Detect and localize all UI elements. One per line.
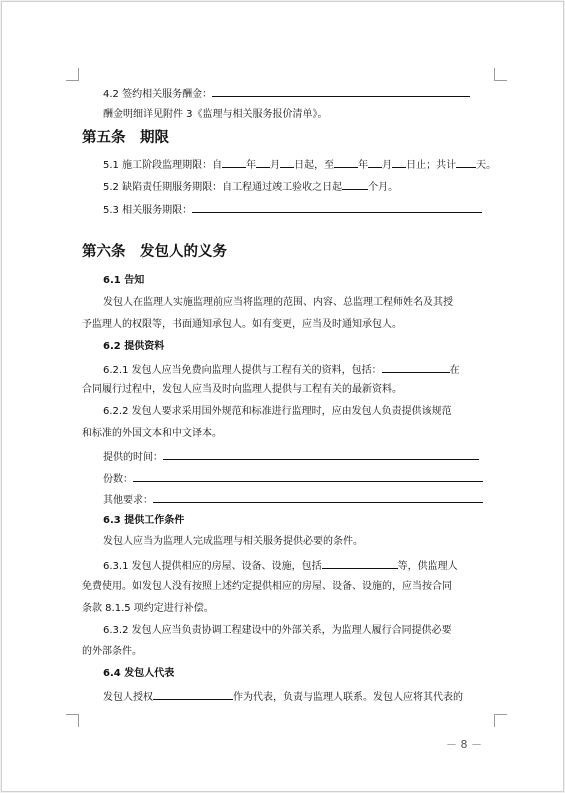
page-number: － 8 － xyxy=(446,738,482,751)
para-6-2-1-line1: 6.2.1 发包人应当免费向监理人提供与工程有关的资料，包括： 在 xyxy=(103,362,460,378)
clause-4-2-line: 4.2 签约相关服务酬金： xyxy=(103,86,470,102)
clause-4-2-note: 酬金明细详见附件 3《监理与相关服务报价清单》。 xyxy=(103,109,328,120)
para-6-3-1-line3: 条款 8.1.5 项约定进行补偿。 xyxy=(82,603,214,614)
para-6-1-line1: 发包人在监理人实施监理前应当将监理的范围、内容、总监理工程师姓名及其授 xyxy=(103,297,453,308)
other-requirements-line: 其他要求： xyxy=(103,492,483,508)
crop-mark-bottom-left xyxy=(66,714,79,727)
para-6-3-2-line1: 6.3.2 发包人应当负责协调工程建设中的外部关系，为监理人履行合同提供必要 xyxy=(103,625,452,636)
para-6-4-line1: 发包人授权 作为代表，负责与监理人联系。发包人应将其代表的 xyxy=(103,689,463,705)
section-6-2-title: 6.2 提供资料 xyxy=(103,341,165,352)
clause-5-1-line: 5.1 施工阶段监理期限：自 年 月 日起，至 年 月 日止；共计 天。 xyxy=(103,157,496,173)
crop-mark-bottom-right xyxy=(494,714,507,727)
fee-blank xyxy=(212,86,470,97)
copies-line: 份数： xyxy=(103,471,483,487)
document-page xyxy=(1,1,564,792)
crop-mark-top-right xyxy=(494,68,507,81)
article-6-heading: 第六条 发包人的义务 xyxy=(82,244,227,260)
para-6-3-1-line1: 6.3.1 发包人提供相应的房屋、设备、设施，包括 等，供监理人 xyxy=(103,558,458,574)
para-6-3-1-line2: 免费使用。如发包人没有按照上述约定提供相应的房屋、设备、设施的，应当按合同 xyxy=(82,581,452,592)
para-6-3: 发包人应当为监理人完成监理与相关服务提供必要的条件。 xyxy=(103,536,363,547)
article-5-heading: 第五条 期限 xyxy=(82,130,169,146)
para-6-1-line2: 予监理人的权限等，书面通知承包人。如有变更，应当及时通知承包人。 xyxy=(82,319,402,330)
clause-5-3-line: 5.3 相关服务期限： xyxy=(103,202,482,218)
para-6-2-2-line2: 和标准的外国文本和中文译本。 xyxy=(82,428,222,439)
provide-time-line: 提供的时间： xyxy=(103,449,479,465)
section-6-1-title: 6.1 告知 xyxy=(103,275,145,286)
crop-mark-top-left xyxy=(66,68,79,81)
clause-5-2-line: 5.2 缺陷责任期服务期限：自工程通过竣工验收之日起 个月。 xyxy=(103,179,398,195)
para-6-2-1-line2: 合同履行过程中，发包人应当及时向监理人提供与工程有关的最新资料。 xyxy=(82,384,402,395)
para-6-2-2-line1: 6.2.2 发包人要求采用国外规范和标准进行监理时，应由发包人负责提供该规范 xyxy=(103,406,452,417)
section-6-3-title: 6.3 提供工作条件 xyxy=(103,515,185,526)
para-6-3-2-line2: 的外部条件。 xyxy=(82,646,142,657)
section-6-4-title: 6.4 发包人代表 xyxy=(103,668,175,679)
